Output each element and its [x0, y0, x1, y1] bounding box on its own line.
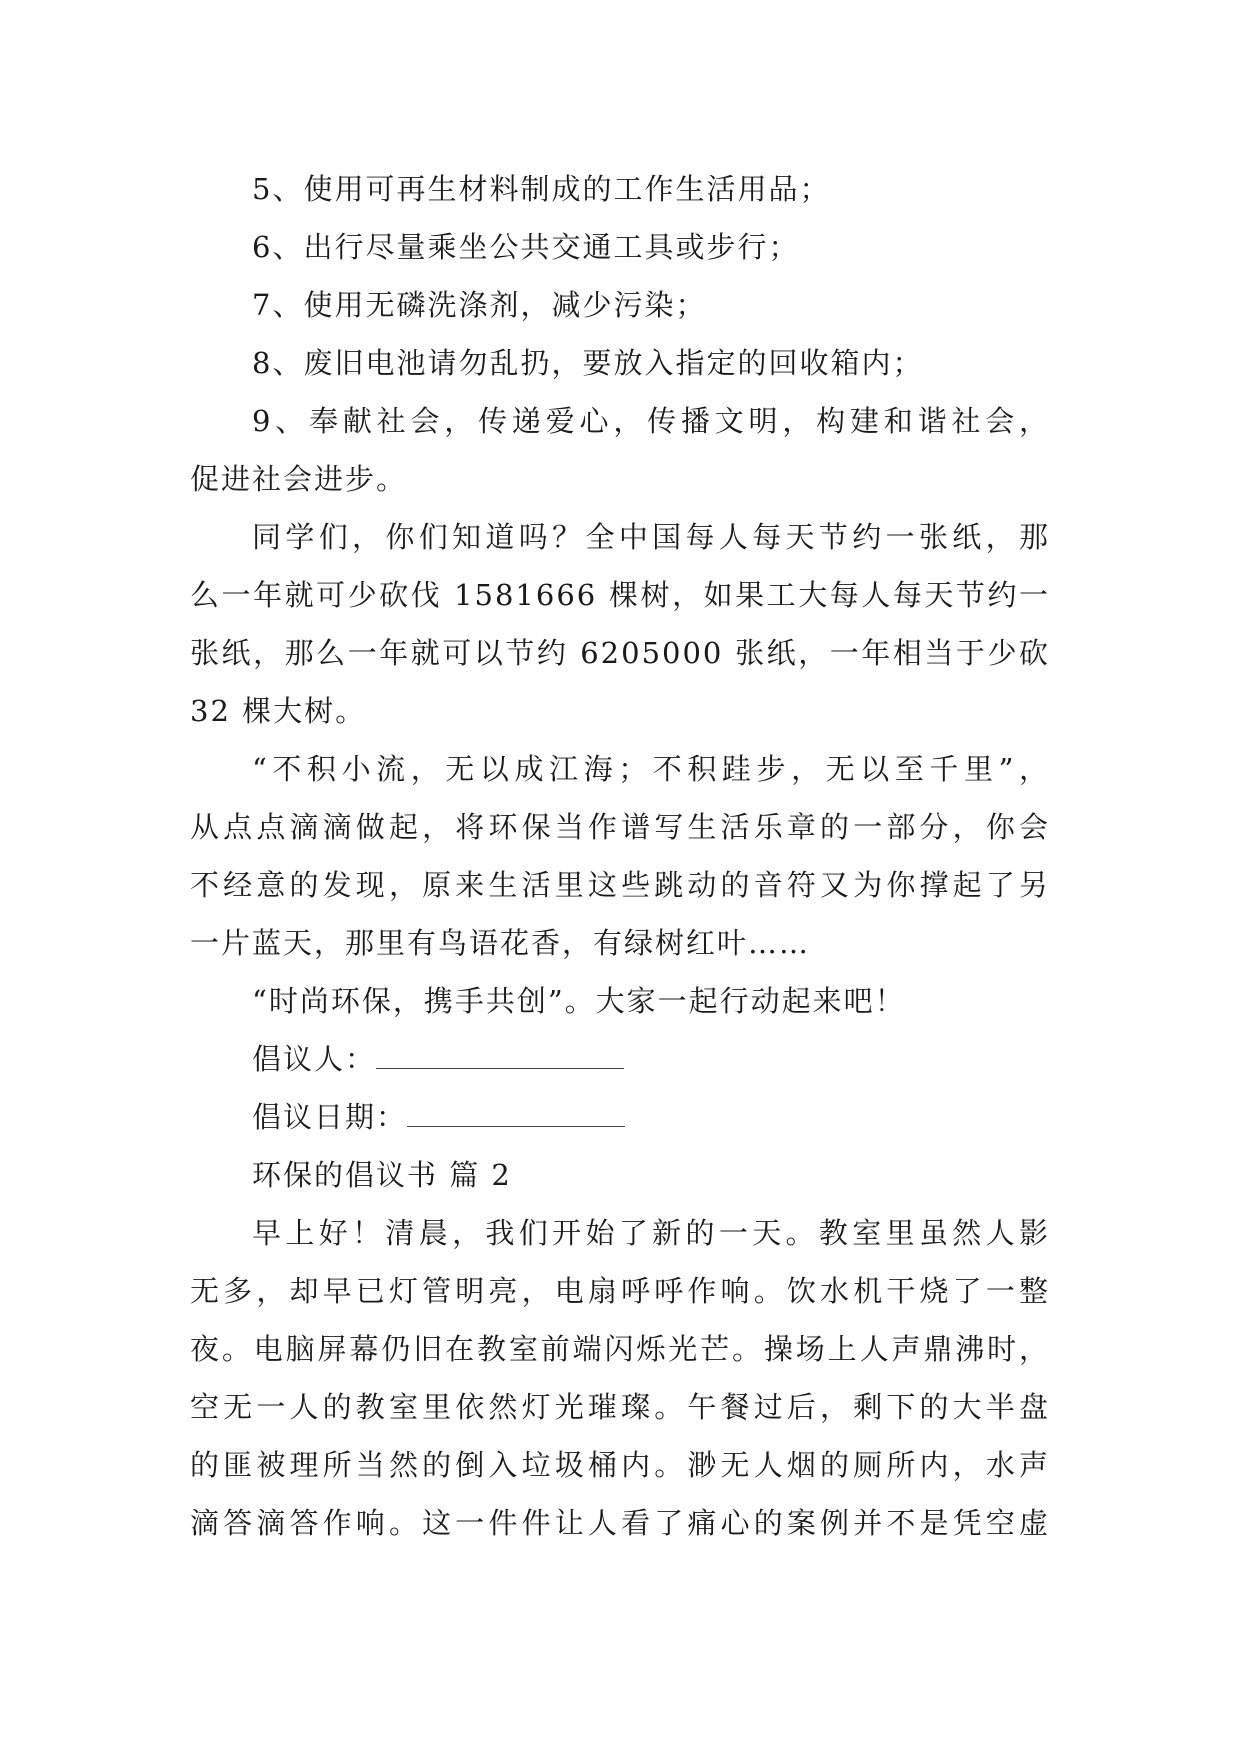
- proposer-line: [190, 1030, 1050, 1088]
- list-item: 5、使用可再生材料制成的工作生活用品；: [252, 172, 831, 206]
- proposer-blank: [376, 1046, 624, 1069]
- list-item: 7、使用无磷洗涤剂，减少污染；: [252, 288, 707, 322]
- paragraph-line: 一片蓝天，那里有鸟语花香，有绿树红叶……: [190, 926, 811, 960]
- proposer-label: 倡议人：: [252, 1042, 377, 1076]
- paragraph-line: “不积小流，无以成江海；不积跬步，无以至千里”，: [252, 752, 1050, 786]
- paragraph-line: 的匪被理所当然的倒入垃圾桶内。渺无人烟的厕所内，水声: [190, 1448, 1050, 1482]
- list-item-9-line: 9、奉献社会，传递爱心，传播文明，构建和谐社会，: [252, 404, 1050, 438]
- paragraph-line: 从点点滴滴做起，将环保当作谱写生活乐章的一部分，你会: [190, 810, 1050, 844]
- paragraph-line: 32 棵大树。: [190, 694, 367, 728]
- paragraph-line: 不经意的发现，原来生活里这些跳动的音符又为你撑起了另: [190, 868, 1050, 902]
- list-item: 6、出行尽量乘坐公共交通工具或步行；: [252, 230, 800, 264]
- date-blank: [407, 1104, 625, 1127]
- paragraph-line: 同学们，你们知道吗？全中国每人每天节约一张纸，那: [252, 520, 1050, 554]
- paragraph-line: 早上好！清晨，我们开始了新的一天。教室里虽然人影: [252, 1216, 1050, 1250]
- paragraph-line: 么一年就可少砍伐 1581666 棵树，如果工大每人每天节约一: [190, 578, 1050, 612]
- paragraph-line: 空无一人的教室里依然灯光璀璨。午餐过后，剩下的大半盘: [190, 1390, 1050, 1424]
- list-item: 8、废旧电池请勿乱扔，要放入指定的回收箱内；: [252, 346, 924, 380]
- section-heading: 环保的倡议书 篇 2: [252, 1158, 512, 1192]
- date-line: [190, 1088, 1050, 1146]
- document-page: [190, 160, 1050, 1552]
- paragraph-line: 张纸，那么一年就可以节约 6205000 张纸，一年相当于少砍: [190, 636, 1050, 670]
- list-item-9-line: 促进社会进步。: [190, 462, 408, 496]
- paragraph-line: 夜。电脑屏幕仍旧在教室前端闪烁光芒。操场上人声鼎沸时，: [190, 1332, 1050, 1366]
- date-label: 倡议日期：: [252, 1100, 408, 1134]
- paragraph-line: 滴答滴答作响。这一件件让人看了痛心的案例并不是凭空虚: [190, 1506, 1050, 1540]
- paragraph-line: 无多，却早已灯管明亮，电扇呼呼作响。饮水机干烧了一整: [190, 1274, 1050, 1308]
- slogan-line: “时尚环保，携手共创”。大家一起行动起来吧！: [252, 984, 906, 1018]
